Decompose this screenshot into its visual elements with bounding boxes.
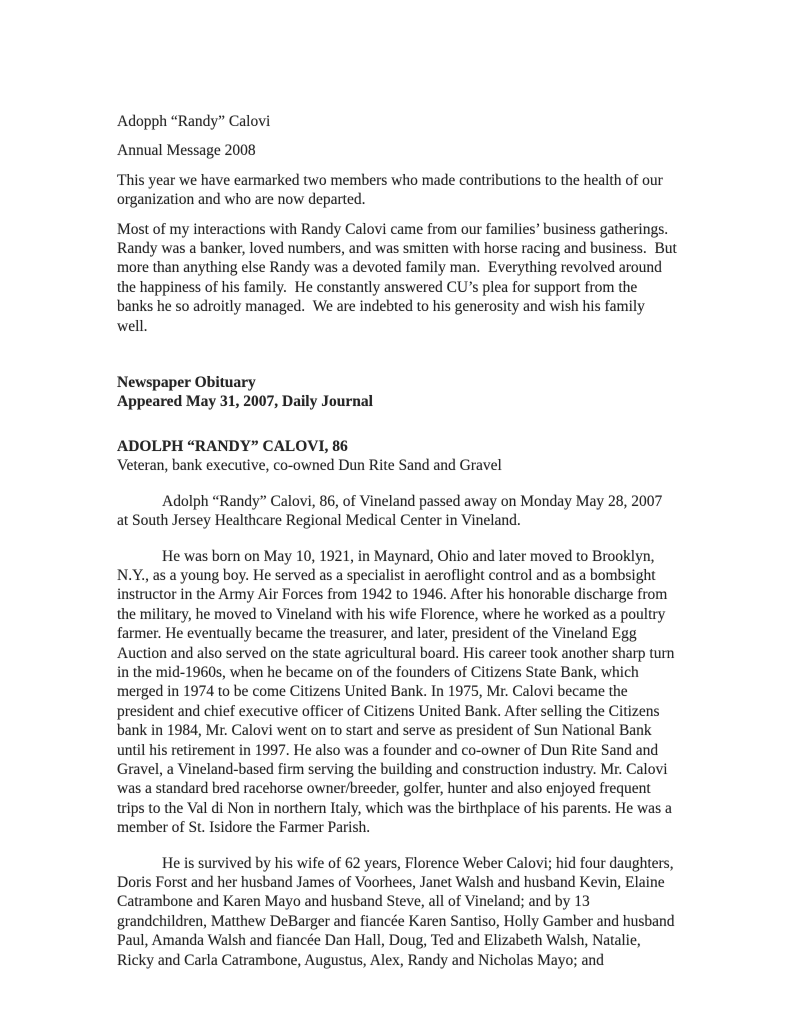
- obituary-name-heading: ADOLPH “RANDY” CALOVI, 86: [117, 437, 348, 455]
- obituary-paragraph-2: He was born on May 10, 1921, in Maynard, Ohio and later moved to Brooklyn, N.Y., as a young boy. He served as a specialist in aeroflight control and as a bombsight instructor in the Army Air Forces from 1942 to 1946. After his honorable discharge from the military, he moved to Vineland with his wife Florence, where he worked as a poultry farmer. He eventually became the treasurer, and later, president of the Vineland Egg Auction and also served on the state agricultural board. His career took another sharp turn in the mid-1960s, when he became on of the founders of Citizens State Bank, which merged in 1974 to be come Citizens United Bank. In 1975, Mr. Calovi became the president and chief executive officer of Citizens United Bank. After selling the Citizens bank in 1984, Mr. Calovi went on to start and serve as president of Sun National Bank until his retirement in 1997. He also was a founder and co-owner of Dun Rite Sand and Gravel, a Vineland-based firm serving the building and construction industry. Mr. Calovi was a standard bred racehorse owner/breeder, golfer, hunter and also enjoyed frequent trips to the Val di Non in northern Italy, which was the birthplace of his parents. He was a member of St. Isidore the Farmer Parish.: [117, 547, 679, 837]
- document-text-block: [117, 112, 681, 970]
- obituary-source-line-2: Appeared May 31, 2007, Daily Journal: [117, 393, 373, 411]
- obituary-paragraph-1: Adolph “Randy” Calovi, 86, of Vineland passed away on Monday May 28, 2007 at South Jersey Healthcare Regional Medical Center in Vineland.: [117, 492, 667, 530]
- obituary-paragraph-3: He is survived by his wife of 62 years, Florence Weber Calovi; hid four daughters, Doris Forst and her husband James of Voorhees, Janet Walsh and husband Kevin, Elaine Catrambone and Karen Mayo and husband Steve, all of Vineland; and by 13 grandchildren, Matthew DeBarger and fiancée Karen Santiso, Holly Gamber and husband Paul, Amanda Walsh and fiancée Dan Hall, Doug, Ted and Elizabeth Walsh, Natalie, Ricky and Carla Catrambone, Augustus, Alex, Randy and Nicholas Mayo; and: [117, 854, 679, 969]
- intro-paragraph-1: This year we have earmarked two members who made contributions to the health of our organization and who are now departed.: [117, 171, 667, 209]
- obituary-source-line-1: Newspaper Obituary: [117, 374, 256, 392]
- obituary-section-heading: [117, 373, 677, 412]
- obituary-subheading: Veteran, bank executive, co-owned Dun Rite Sand and Gravel: [117, 457, 502, 475]
- intro-paragraph-2: Most of my interactions with Randy Calovi came from our families’ business gatherings. Randy was a banker, loved numbers, and was smitten with horse racing and business. But more than anything else Randy was a devoted family man. Everything revolved around the happiness of his family. He constantly answered CU’s plea for support from the banks he so adroitly managed. We are indebted to his generosity and wish his family well.: [117, 220, 681, 335]
- message-title-line: Annual Message 2008: [117, 142, 256, 160]
- author-line: Adopph “Randy” Calovi: [117, 113, 271, 130]
